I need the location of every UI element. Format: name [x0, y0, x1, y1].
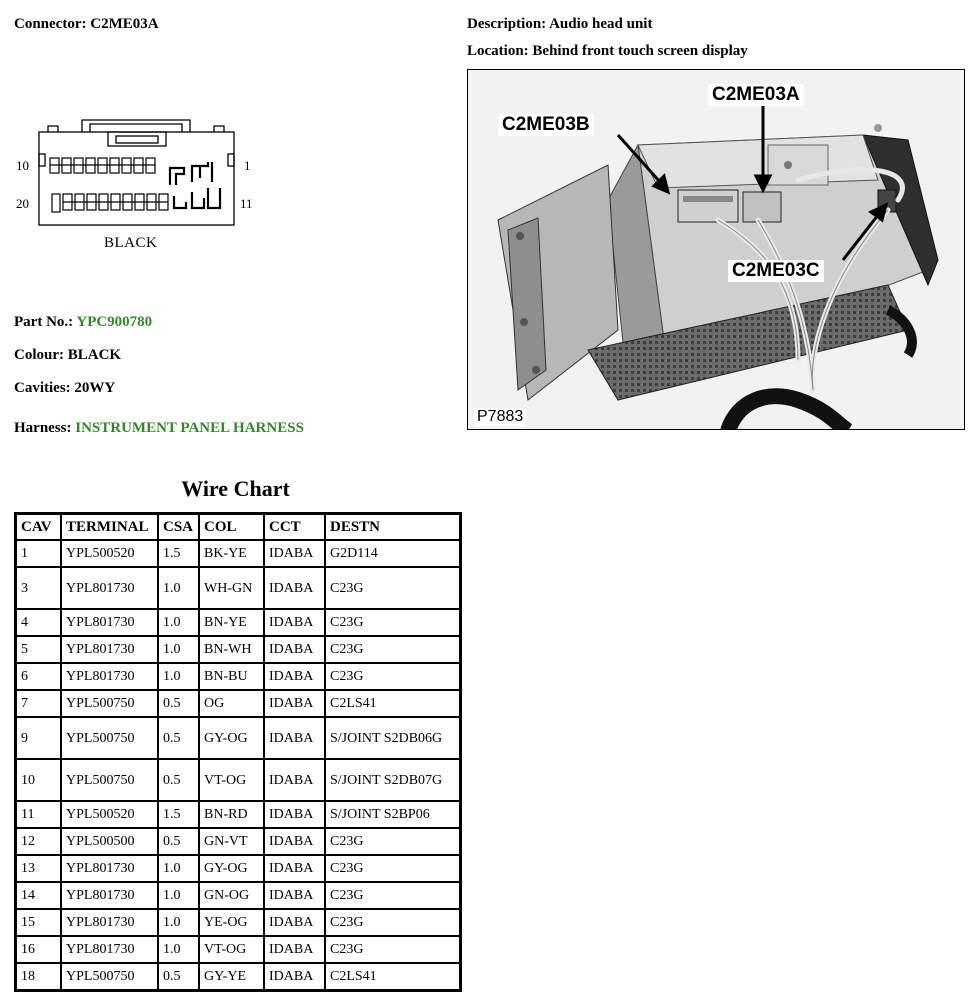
cell-terminal: YPL500750: [61, 759, 158, 801]
cell-terminal: YPL500750: [61, 717, 158, 759]
cell-destn: C2LS41: [325, 690, 461, 717]
cell-destn: C23G: [325, 936, 461, 963]
cell-col: GY-OG: [199, 717, 264, 759]
cell-col: GN-VT: [199, 828, 264, 855]
cell-csa: 1.0: [158, 882, 199, 909]
cell-cav: 7: [16, 690, 62, 717]
cell-destn: G2D114: [325, 540, 461, 567]
cell-col: WH-GN: [199, 567, 264, 609]
cell-destn: C23G: [325, 663, 461, 690]
wire-row: [16, 540, 461, 567]
wire-row: [16, 690, 461, 717]
harness-label: Harness:: [14, 420, 72, 436]
cell-terminal: YPL801730: [61, 609, 158, 636]
cell-destn: C23G: [325, 567, 461, 609]
cell-col: VT-OG: [199, 936, 264, 963]
cell-cav: 14: [16, 882, 62, 909]
part-number-link[interactable]: YPC900780: [76, 314, 153, 330]
cavities-line: [14, 380, 115, 397]
connector-colour-caption: BLACK: [104, 235, 158, 251]
colour-line: [14, 347, 121, 364]
cell-cav: 11: [16, 801, 62, 828]
wire-row: [16, 663, 461, 690]
pin-10-label: 10: [16, 158, 29, 173]
cell-col: YE-OG: [199, 909, 264, 936]
cell-terminal: YPL500520: [61, 801, 158, 828]
cell-csa: 1.0: [158, 567, 199, 609]
description-line: [467, 16, 652, 33]
location-photo: [467, 69, 965, 430]
cell-destn: C23G: [325, 909, 461, 936]
cell-cav: 15: [16, 909, 62, 936]
cell-cav: 13: [16, 855, 62, 882]
cell-csa: 0.5: [158, 828, 199, 855]
header-col: COL: [199, 514, 264, 541]
cell-destn: S/JOINT S2BP06: [325, 801, 461, 828]
cell-terminal: YPL801730: [61, 909, 158, 936]
cell-cct: IDABA: [264, 828, 325, 855]
photo-id: P7883: [474, 408, 526, 426]
header-terminal: TERMINAL: [61, 514, 158, 541]
cell-col: OG: [199, 690, 264, 717]
cell-terminal: YPL500500: [61, 828, 158, 855]
cell-col: BN-BU: [199, 663, 264, 690]
latch-slot: [108, 132, 166, 146]
wire-chart-header-row: [16, 514, 461, 541]
wire-row: [16, 759, 461, 801]
wire-row: [16, 855, 461, 882]
cell-col: GN-OG: [199, 882, 264, 909]
cell-col: BK-YE: [199, 540, 264, 567]
colour-label: Colour:: [14, 347, 64, 363]
cell-terminal: YPL801730: [61, 882, 158, 909]
wire-row: [16, 567, 461, 609]
wire-row: [16, 909, 461, 936]
cell-destn: C23G: [325, 609, 461, 636]
cell-cav: 9: [16, 717, 62, 759]
cell-destn: C2LS41: [325, 963, 461, 991]
cell-terminal: YPL500750: [61, 963, 158, 991]
cell-terminal: YPL500750: [61, 690, 158, 717]
cell-destn: S/JOINT S2DB06G: [325, 717, 461, 759]
cell-cct: IDABA: [264, 540, 325, 567]
cavity-row-bottom: [52, 194, 168, 212]
pin-11-label: 11: [240, 196, 253, 211]
cell-cct: IDABA: [264, 909, 325, 936]
cell-destn: C23G: [325, 828, 461, 855]
cell-csa: 0.5: [158, 690, 199, 717]
harness-line: [14, 420, 304, 437]
cell-csa: 1.0: [158, 936, 199, 963]
cell-cav: 12: [16, 828, 62, 855]
cell-cav: 4: [16, 609, 62, 636]
cell-csa: 1.5: [158, 801, 199, 828]
cell-cct: IDABA: [264, 717, 325, 759]
colour-value: BLACK: [67, 347, 122, 363]
wire-chart-title: Wire Chart: [181, 476, 290, 501]
pin-20-label: 20: [16, 196, 29, 211]
cell-csa: 1.0: [158, 663, 199, 690]
wire-row: [16, 609, 461, 636]
cell-terminal: YPL500520: [61, 540, 158, 567]
cell-cct: IDABA: [264, 801, 325, 828]
cell-destn: C23G: [325, 636, 461, 663]
cell-col: VT-OG: [199, 759, 264, 801]
cell-cct: IDABA: [264, 963, 325, 991]
connector-id: C2ME03A: [90, 16, 159, 32]
location-label: Location:: [467, 43, 529, 59]
cell-cct: IDABA: [264, 636, 325, 663]
cell-cct: IDABA: [264, 663, 325, 690]
harness-link[interactable]: INSTRUMENT PANEL HARNESS: [75, 420, 304, 436]
part-number-label: Part No.:: [14, 314, 74, 330]
callout-c2me03b: C2ME03B: [498, 114, 594, 136]
cell-cav: 10: [16, 759, 62, 801]
location-line: [467, 43, 748, 60]
cell-terminal: YPL801730: [61, 567, 158, 609]
wire-row: [16, 636, 461, 663]
cell-destn: S/JOINT S2DB07G: [325, 759, 461, 801]
cavities-label: Cavities:: [14, 380, 71, 396]
connector-heading: [14, 16, 159, 33]
cell-col: BN-WH: [199, 636, 264, 663]
connector-latch: [82, 120, 190, 132]
cell-csa: 1.5: [158, 540, 199, 567]
cell-csa: 1.0: [158, 609, 199, 636]
cell-terminal: YPL801730: [61, 636, 158, 663]
cell-cav: 18: [16, 963, 62, 991]
connector-label: Connector:: [14, 16, 87, 32]
wire-row: [16, 882, 461, 909]
wire-chart-table: [14, 512, 462, 992]
cell-csa: 0.5: [158, 963, 199, 991]
wire-row: [16, 828, 461, 855]
cell-cct: IDABA: [264, 759, 325, 801]
cell-cct: IDABA: [264, 855, 325, 882]
cell-csa: 1.0: [158, 855, 199, 882]
cell-csa: 1.0: [158, 909, 199, 936]
cell-terminal: YPL801730: [61, 663, 158, 690]
header-cct: CCT: [264, 514, 325, 541]
wire-row: [16, 963, 461, 991]
wire-row: [16, 801, 461, 828]
location-value: Behind front touch screen display: [532, 43, 748, 59]
pin-1-label: 1: [244, 158, 251, 173]
cell-csa: 1.0: [158, 636, 199, 663]
cell-cav: 16: [16, 936, 62, 963]
cell-col: GY-OG: [199, 855, 264, 882]
wire-row: [16, 717, 461, 759]
header-csa: CSA: [158, 514, 199, 541]
cell-cav: 3: [16, 567, 62, 609]
cell-cav: 6: [16, 663, 62, 690]
cell-cct: IDABA: [264, 882, 325, 909]
cell-csa: 0.5: [158, 717, 199, 759]
cell-cav: 5: [16, 636, 62, 663]
power-cavities-bottom: [174, 188, 220, 208]
cell-destn: C23G: [325, 855, 461, 882]
cell-cct: IDABA: [264, 936, 325, 963]
callout-c2me03a: C2ME03A: [708, 84, 804, 106]
header-cav: CAV: [16, 514, 62, 541]
cell-terminal: YPL801730: [61, 855, 158, 882]
cavities-value: 20WY: [74, 380, 116, 396]
cell-cct: IDABA: [264, 609, 325, 636]
cell-col: GY-YE: [199, 963, 264, 991]
cell-col: BN-YE: [199, 609, 264, 636]
cell-col: BN-RD: [199, 801, 264, 828]
cell-cav: 1: [16, 540, 62, 567]
cell-terminal: YPL801730: [61, 936, 158, 963]
description-value: Audio head unit: [549, 16, 653, 32]
wire-row: [16, 936, 461, 963]
cell-csa: 0.5: [158, 759, 199, 801]
cell-destn: C23G: [325, 882, 461, 909]
connector-face-diagram: [38, 118, 238, 230]
wire-chart-body: [16, 540, 461, 991]
power-cavities-top: [170, 162, 212, 185]
part-number-line: [14, 314, 152, 331]
cell-cct: IDABA: [264, 567, 325, 609]
cell-cct: IDABA: [264, 690, 325, 717]
callout-c2me03c: C2ME03C: [728, 260, 824, 282]
header-destn: DESTN: [325, 514, 461, 541]
description-label: Description:: [467, 16, 547, 32]
